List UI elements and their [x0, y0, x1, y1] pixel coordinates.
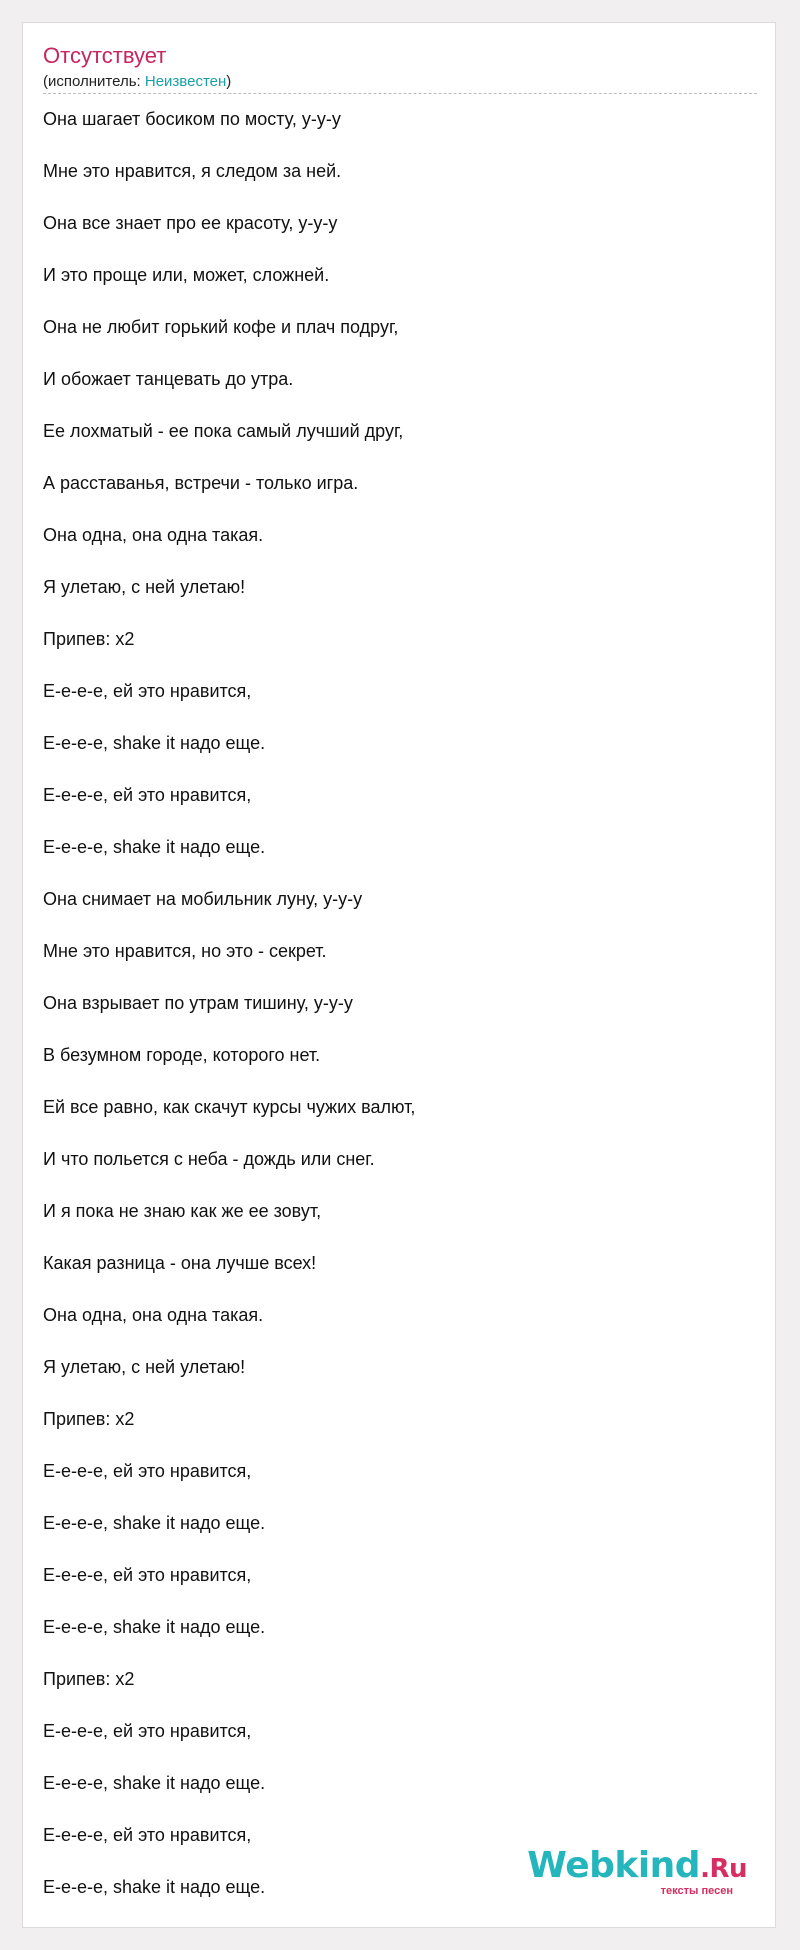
artist-suffix: ) [226, 73, 232, 90]
lyric-line: И что польется с неба - дождь или снег. [43, 1149, 375, 1169]
lyric-line: Какая разница - она лучше всех! [43, 1253, 317, 1273]
lyrics-card [22, 22, 776, 1928]
lyric-line: Она снимает на мобильник луну, у-у-у [43, 889, 363, 909]
lyric-line: И я пока не знаю как же ее зовут, [43, 1201, 322, 1221]
lyric-line: Е-е-е-е, shake it надо еще. [43, 1617, 266, 1637]
title-divider [43, 93, 757, 94]
lyric-line: В безумном городе, которого нет. [43, 1045, 321, 1065]
lyric-line: Е-е-е-е, ей это нравится, [43, 1825, 252, 1845]
lyric-line: Она одна, она одна такая. [43, 525, 264, 545]
lyrics-body [43, 103, 743, 1923]
artist-line [43, 73, 231, 90]
lyric-line: Е-е-е-е, shake it надо еще. [43, 1513, 266, 1533]
lyric-line: Припев: х2 [43, 629, 135, 649]
lyric-line: А расставанья, встречи - только игра. [43, 473, 359, 493]
lyric-line: Е-е-е-е, shake it надо еще. [43, 837, 266, 857]
site-logo[interactable] [527, 1846, 747, 1897]
lyric-line: Она взрывает по утрам тишину, у-у-у [43, 993, 353, 1013]
lyric-line: Е-е-е-е, ей это нравится, [43, 785, 252, 805]
lyric-line: И обожает танцевать до утра. [43, 369, 294, 389]
lyric-line: Е-е-е-е, shake it надо еще. [43, 1773, 266, 1793]
lyric-line: Е-е-е-е, ей это нравится, [43, 1721, 252, 1741]
lyric-line: Я улетаю, с ней улетаю! [43, 577, 246, 597]
artist-link[interactable]: Неизвестен [144, 73, 227, 90]
lyric-line: Мне это нравится, я следом за ней. [43, 161, 342, 181]
artist-prefix: (исполнитель: [43, 73, 145, 90]
lyric-line: Ее лохматый - ее пока самый лучший друг, [43, 421, 404, 441]
lyric-line: Я улетаю, с ней улетаю! [43, 1357, 246, 1377]
lyric-line: Е-е-е-е, ей это нравится, [43, 681, 252, 701]
lyric-line: Ей все равно, как скачут курсы чужих валют, [43, 1097, 416, 1117]
logo-tld: .Ru [700, 1854, 747, 1884]
logo-wordmark [527, 1846, 747, 1889]
lyric-line: Е-е-е-е, ей это нравится, [43, 1565, 252, 1585]
lyric-line: Мне это нравится, но это - секрет. [43, 941, 327, 961]
lyric-line: Припев: х2 [43, 1409, 135, 1429]
lyric-line: Она одна, она одна такая. [43, 1305, 264, 1325]
lyric-line: Она шагает босиком по мосту, у-у-у [43, 109, 341, 129]
logo-name: Webkind [527, 1845, 701, 1886]
lyric-line: И это проще или, может, сложней. [43, 265, 330, 285]
lyric-line: Е-е-е-е, shake it надо еще. [43, 733, 266, 753]
lyric-line: Е-е-е-е, ей это нравится, [43, 1461, 252, 1481]
lyric-line: Она не любит горький кофе и плач подруг, [43, 317, 399, 337]
logo-tagline: тексты песен [660, 1885, 733, 1897]
lyric-line: Е-е-е-е, shake it надо еще. [43, 1877, 266, 1897]
lyric-line: Припев: х2 [43, 1669, 135, 1689]
lyric-line: Она все знает про ее красоту, у-у-у [43, 213, 338, 233]
song-title: Отсутствует [43, 43, 167, 68]
